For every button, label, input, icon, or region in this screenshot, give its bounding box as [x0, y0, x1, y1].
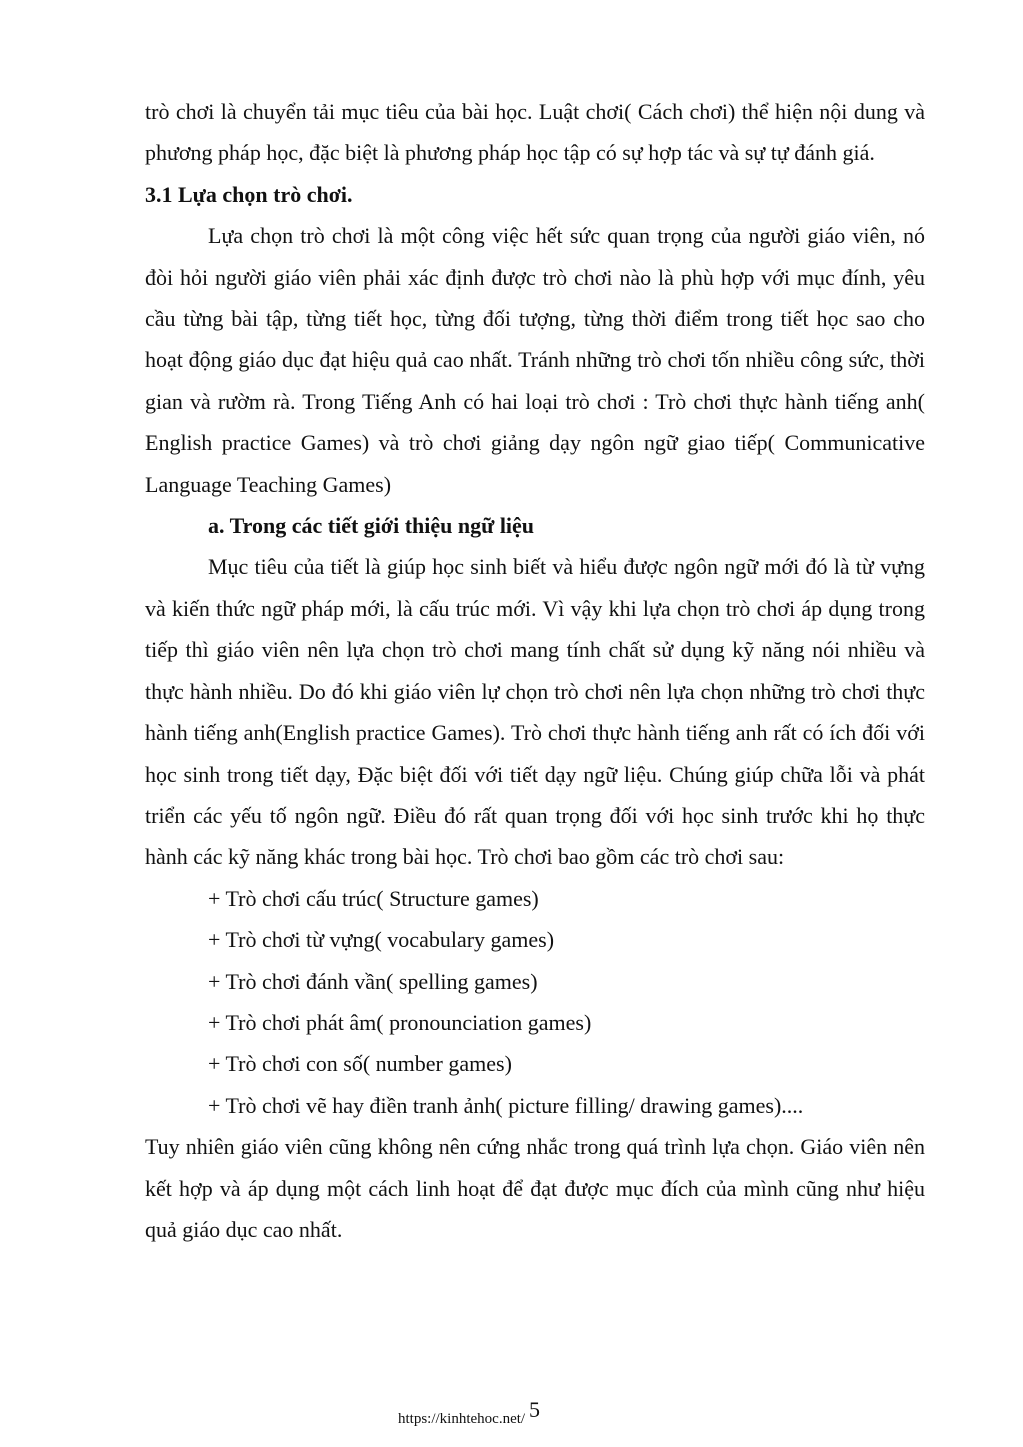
- page-number: 5: [529, 1397, 540, 1422]
- closing-paragraph: Tuy nhiên giáo viên cũng không nên cứng nhắc trong quá trình lựa chọn. Giáo viên nên kết hợp và áp dụng một cách linh hoạt để đạt được mục đích của mình cũng như hiệu quả giáo dục cao nhất.: [145, 1134, 925, 1242]
- intro-paragraph: trò chơi là chuyển tải mục tiêu của bài học. Luật chơi( Cách chơi) thể hiện nội dung và phương pháp học, đặc biệt là phương pháp học tập có sự hợp tác và sự tự đánh giá.: [145, 99, 925, 166]
- list-item: + Trò chơi đánh vần( spelling games): [208, 968, 538, 994]
- list-item: + Trò chơi vẽ hay điền tranh ảnh( picture filling/ drawing games)....: [208, 1092, 804, 1118]
- footer-url[interactable]: https://kinhtehoc.net/: [398, 1411, 526, 1427]
- section-heading: 3.1 Lựa chọn trò chơi.: [145, 181, 353, 207]
- list-item: + Trò chơi phát âm( pronounciation games): [208, 1009, 592, 1035]
- game-list: [145, 878, 925, 1126]
- page-content: [145, 91, 925, 1250]
- list-item: + Trò chơi từ vựng( vocabulary games): [208, 927, 555, 953]
- subsection-paragraph: Mục tiêu của tiết là giúp học sinh biết và hiểu được ngôn ngữ mới đó là từ vựng và kiến thức ngữ pháp mới, là cấu trúc mới. Vì vậy khi lựa chọn trò chơi áp dụng trong tiếp thì giáo viên nên lựa chọn trò chơi mang tính chất sử dụng kỹ năng nói nhiều và thực hành nhiều. Do đó khi giáo viên lự chọn trò chơi nên lựa chọn những trò chơi thực hành tiếng anh(English practice Games). Trò chơi thực hành tiếng anh rất có ích đối với học sinh trong tiết dạy, Đặc biệt đối với tiết dạy ngữ liệu. Chúng giúp chữa lỗi và phát triển các yếu tố ngôn ngữ. Điều đó rất quan trọng đối với học sinh trước khi họ thực hành các kỹ năng khác trong bài học. Trò chơi bao gồm các trò chơi sau:: [145, 554, 925, 870]
- list-item: + Trò chơi con số( number games): [208, 1051, 512, 1077]
- list-item: + Trò chơi cấu trúc( Structure games): [208, 885, 539, 911]
- subsection-heading: a. Trong các tiết giới thiệu ngữ liệu: [208, 513, 535, 539]
- section-paragraph: Lựa chọn trò chơi là một công việc hết sức quan trọng của người giáo viên, nó đòi hỏi người giáo viên phải xác định được trò chơi nào là phù hợp với mục đính, yêu cầu từng bài tập, từng tiết học, từng đối tượng, từng thời điểm trong tiết học sao cho hoạt động giáo dục đạt hiệu quả cao nhất. Tránh những trò chơi tốn nhiều công sức, thời gian và rườm rà. Trong Tiếng Anh có hai loại trò chơi : Trò chơi thực hành tiếng anh( English practice Games) và trò chơi giảng dạy ngôn ngữ giao tiếp( Communicative Language Teaching Games): [145, 223, 925, 497]
